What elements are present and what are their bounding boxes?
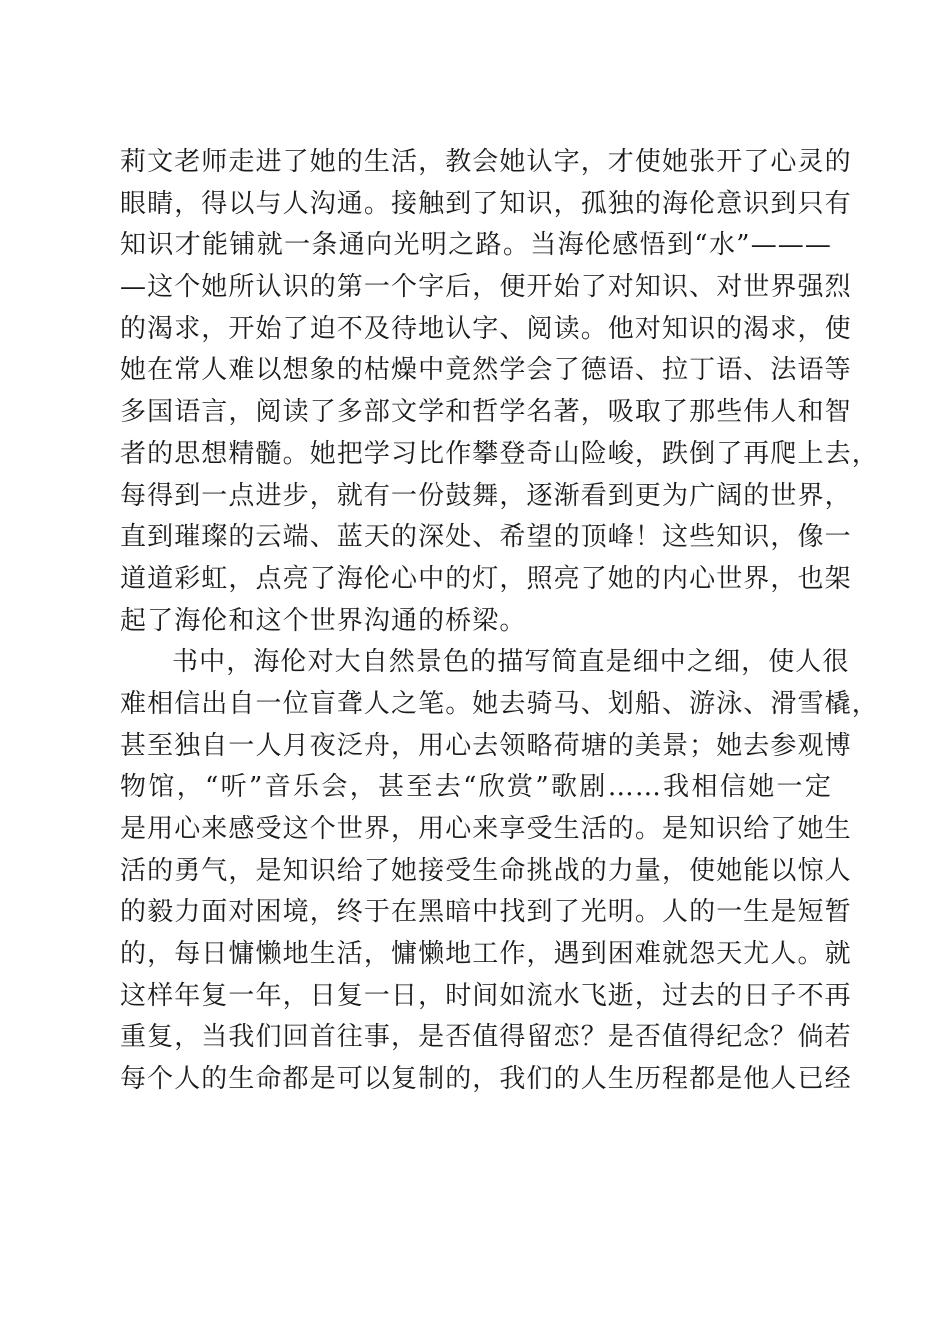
paragraph-1-line-1: 莉文老师走进了她的生活，教会她认字，才使她张开了心灵的: [120, 147, 852, 177]
paragraph-1-line-10: 直到璀璨的云端、蓝天的深处、希望的顶峰！这些知识，像一: [120, 522, 852, 553]
paragraph-2-line-5: 是用心来感受这个世界，用心来享受生活的。是知识给了她生: [120, 814, 852, 844]
paragraph-2-line-9: 这样年复一年，日复一日，时间如流水飞逝，过去的日子不再: [120, 980, 852, 1011]
paragraph-1-line-5: 的渴求，开始了迫不及待地认字、阅读。他对知识的渴求，使: [120, 313, 852, 344]
paragraph-2-line-11: 每个人的生命都是可以复制的，我们的人生历程都是他人已经: [120, 1064, 852, 1095]
paragraph-1-line-11: 道道彩虹，点亮了海伦心中的灯，照亮了她的内心世界，也架: [120, 563, 852, 594]
paragraph-2-line-1: 书中，海伦对大自然景色的描写简直是细中之细，使人很: [172, 647, 850, 678]
paragraph-1-line-2: 眼睛，得以与人沟通。接触到了知识，孤独的海伦意识到只有: [120, 188, 852, 219]
document-body: [120, 142, 879, 1101]
paragraph-1-line-4: —这个她所认识的第一个字后，便开始了对知识、对世界强烈: [120, 272, 852, 303]
paragraph-1-line-3: 知识才能铺就一条通向光明之路。当海伦感悟到“水”———: [120, 230, 832, 261]
paragraph-2-line-3: 甚至独自一人月夜泛舟，用心去领略荷塘的美景；她去参观博: [120, 730, 852, 761]
paragraph-2-line-10: 重复，当我们回首往事，是否值得留恋？是否值得纪念？倘若: [120, 1022, 852, 1053]
paragraph-2-line-2: 难相信出自一位盲聋人之笔。她去骑马、划船、游泳、滑雪橇，: [120, 688, 879, 719]
paragraph-2-line-4: 物馆，“听”音乐会，甚至去“欣赏”歌剧……我相信她一定: [120, 772, 832, 803]
paragraph-1-line-7: 多国语言，阅读了多部文学和哲学名著，吸取了那些伟人和智: [120, 397, 852, 428]
paragraph-2-line-8: 的，每日慵懒地生活，慵懒地工作，遇到困难就怨天尤人。就: [120, 939, 852, 970]
paragraph-1-line-6: 她在常人难以想象的枯燥中竟然学会了德语、拉丁语、法语等: [120, 355, 852, 386]
paragraph-2-line-6: 活的勇气，是知识给了她接受生命挑战的力量，使她能以惊人: [120, 855, 852, 886]
paragraph-1-line-8: 者的思想精髓。她把学习比作攀登奇山险峻，跌倒了再爬上去，: [120, 438, 879, 469]
paragraph-1-line-9: 每得到一点进步，就有一份鼓舞，逐渐看到更为广阔的世界，: [120, 480, 852, 511]
paragraph-1-line-12: 起了海伦和这个世界沟通的桥梁。: [120, 605, 527, 636]
paragraph-2-line-7: 的毅力面对困境，终于在黑暗中找到了光明。人的一生是短暂: [120, 897, 852, 928]
